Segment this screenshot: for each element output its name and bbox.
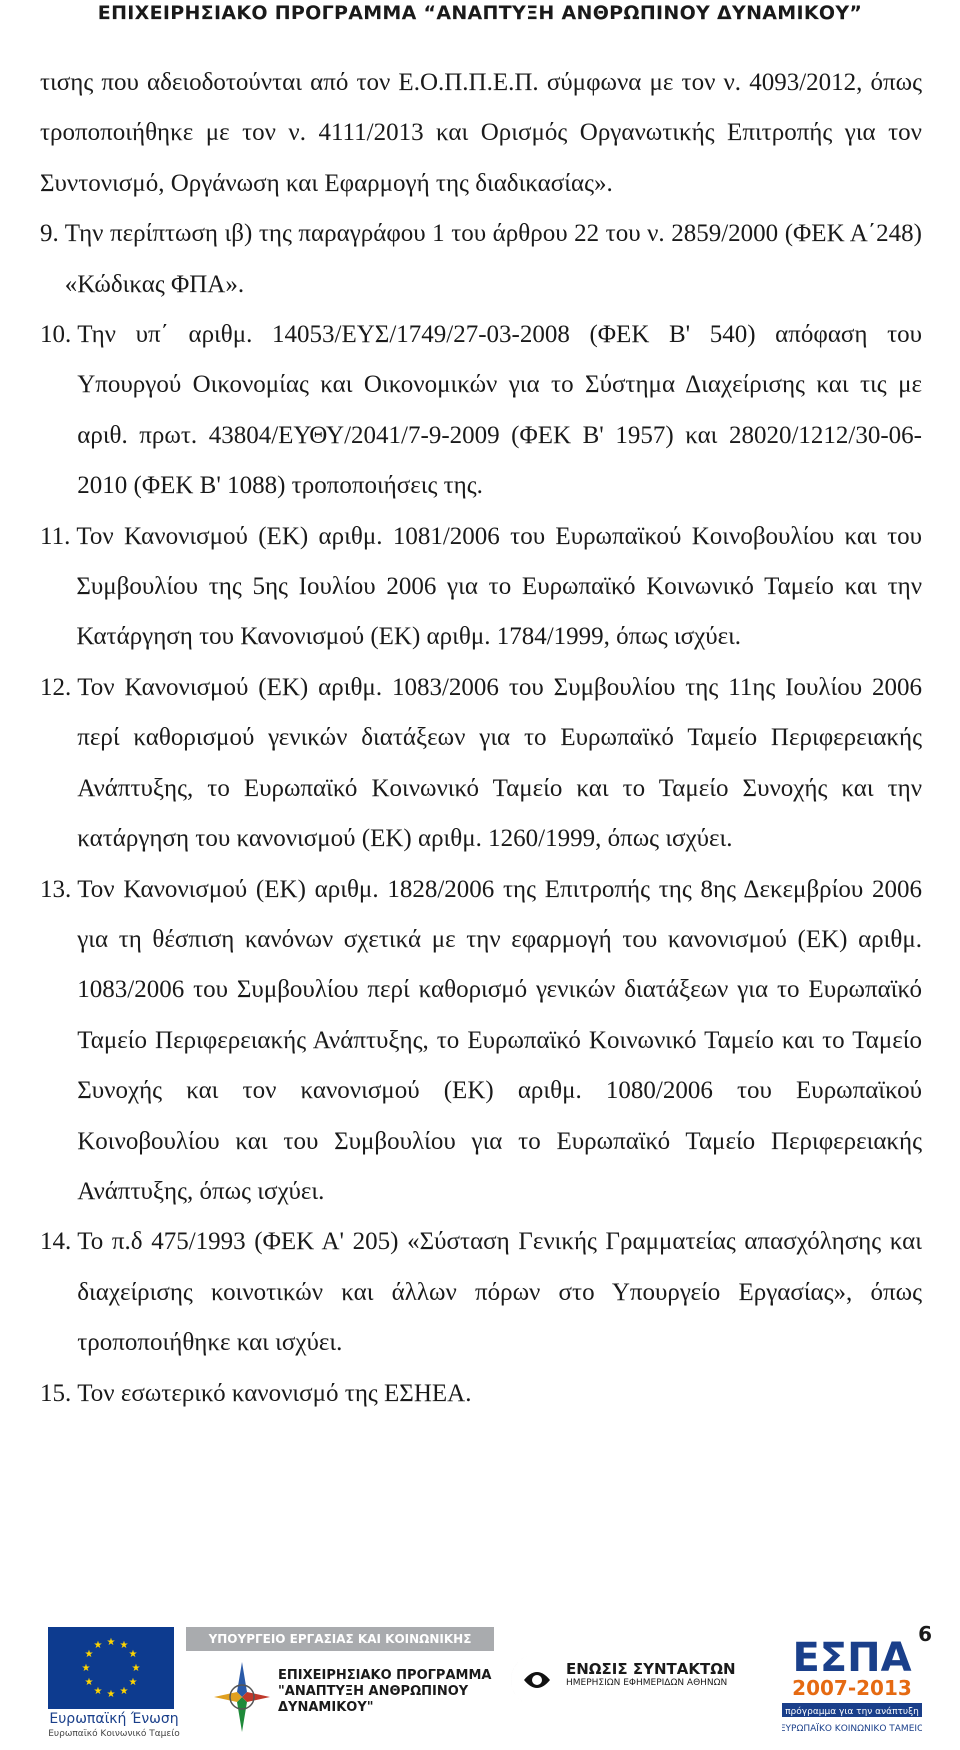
svg-text:★: ★ [119, 1686, 129, 1697]
ministry-label: ΥΠΟΥΡΓΕΙΟ ΕΡΓΑΣΙΑΣ ΚΑΙ ΚΟΙΝΩΝΙΚΗΣ ΑΣΦΑΛΙΣΗΣ [208, 1632, 472, 1670]
item-text: Τον Κανονισμού (ΕΚ) αριθμ. 1081/2006 του Ευρωπαϊκού Κοινοβουλίου και του Συμβουλίου της 5ης Ιουλίου 2006 για το Ευρωπαϊκό Κοινωνικό Ταμείο και την Κατάργηση του Κανονισμού (ΕΚ) αριθμ. 1784/1999, όπως ισχύει. [76, 522, 922, 651]
list-item [40, 1369, 922, 1419]
list-item [40, 512, 922, 663]
svg-text:★: ★ [128, 1677, 138, 1688]
header-title: ΕΠΙΧΕΙΡΗΣΙΑΚΟ ΠΡΟΓΡΑΜΜΑ “ΑΝΑΠΤΥΞΗ ΑΝΘΡΩΠΙΝΟΥ ΔΥΝΑΜΙΚΟΥ” [97, 2, 863, 24]
union-logo-text [566, 1660, 756, 1689]
svg-text:★: ★ [81, 1663, 91, 1674]
eu-stars-icon [48, 1627, 174, 1709]
list-item [40, 663, 922, 865]
svg-text:★: ★ [128, 1649, 138, 1660]
eu-caption [44, 1712, 184, 1742]
union-name: ΕΝΩΣΙΣ ΣΥΝΤΑΚΤΩΝ [566, 1660, 736, 1678]
item-number: 15. [40, 1379, 72, 1407]
svg-text:★: ★ [131, 1663, 141, 1674]
eu-flag-logo [48, 1627, 174, 1709]
continuation-paragraph: τισης που αδειοδοτούνται από τον Ε.Ο.Π.Π.Ε.Π. σύμφωνα με τον ν. 4093/2012, όπως τροποποιήθηκε με τον ν. 4111/2013 και Ορισμός Οργανωτικής Επιτροπής για τον Συντονισμό, Οργάνωση και Εφαρμογή της διαδικασίας». [40, 69, 922, 197]
item-text: Την υπ΄ αριθμ. 14053/ΕΥΣ/1749/27-03-2008 (ΦΕΚ Β' 540) απόφαση του Υπουργού Οικονομίας και Οικονομικών για το Σύστημα Διαχείρισης και τις με αριθ. πρωτ. 43804/ΕΥΘΥ/2041/7-9-2009 (ΦΕΚ Β' 1957) και 28020/1212/30-06-2010 (ΦΕΚ Β' 1088) τροποποιήσεις της. [77, 321, 922, 500]
espa-logo [782, 1627, 922, 1737]
svg-text:★: ★ [106, 1637, 116, 1648]
espa-title: ΕΣΠΑ [792, 1635, 912, 1681]
programme-logo-text [278, 1668, 498, 1716]
item-text: Τον Κανονισμού (ΕΚ) αριθμ. 1828/2006 της Επιτροπής της 8ης Δεκεμβρίου 2006 για τη θέσπιση κανόνων σχετικά με την εφαρμογή του κανονισμού (ΕΚ) αριθμ. 1083/2006 του Συμβουλίου περί καθορισμό γενικών διατάξεων για το Ευρωπαϊκό Ταμείο Περιφερειακής Ανάπτυξης, το Ευρωπαϊκό Κοινωνικό Ταμείο και το Ταμείο Συνοχής και τον κανονισμού (ΕΚ) αριθμ. 1080/2006 του Ευρωπαϊκού Κοινοβουλίου και του Συμβουλίου για το Ευρωπαϊκό Ταμείο Περιφερειακής Ανάπτυξης, όπως ισχύει. [77, 875, 922, 1205]
eu-caption-line1: Ευρωπαϊκή Ένωση [49, 1711, 179, 1727]
item-text: Τον εσωτερικό κανονισμό της ΕΣΗΕΑ. [77, 1379, 472, 1407]
document-body [40, 58, 922, 1419]
item-number: 10. [40, 321, 72, 349]
svg-text:★: ★ [106, 1689, 116, 1700]
union-emblem-icon [510, 1650, 564, 1710]
svg-text:★: ★ [84, 1649, 94, 1660]
list-item [40, 209, 922, 310]
item-number: 12. [40, 673, 72, 701]
programme-line1: ΕΠΙΧΕΙΡΗΣΙΑΚΟ ΠΡΟΓΡΑΜΜΑ [278, 1668, 492, 1683]
svg-text:★: ★ [93, 1640, 103, 1651]
item-number: 11. [40, 522, 71, 550]
programme-line2: "ΑΝΑΠΤΥΞΗ ΑΝΘΡΩΠΙΝΟΥ ΔΥΝΑΜΙΚΟΥ" [278, 1684, 469, 1715]
list-item [40, 310, 922, 512]
item-number: 13. [40, 875, 72, 903]
list-item [40, 865, 922, 1218]
page-number: 6 [918, 1622, 932, 1646]
compass-rose-icon [212, 1657, 272, 1737]
espa-years: 2007-2013 [792, 1676, 912, 1700]
ministry-banner [186, 1627, 494, 1670]
item-text: Τον Κανονισμού (ΕΚ) αριθμ. 1083/2006 του Συμβουλίου της 11ης Ιουλίου 2006 περί καθορισμού γενικών διατάξεων για το Ευρωπαϊκό Ταμείο Περιφερειακής Ανάπτυξης, το Ευρωπαϊκό Κοινωνικό Ταμείο και το Ταμείο Συνοχής και την κατάργηση του κανονισμού (ΕΚ) αριθμ. 1260/1999, όπως ισχύει. [77, 673, 922, 853]
item-text: Το π.δ 475/1993 (ΦΕΚ Α' 205) «Σύσταση Γενικής Γραμματείας απασχόλησης και διαχείρισης κοινοτικών και άλλων πόρων στο Υπουργείο Εργασίας», όπως τροποποιήθηκε και ισχύει. [77, 1228, 922, 1357]
espa-tagline: πρόγραμμα για την ανάπτυξη [785, 1707, 919, 1717]
list-item [40, 1217, 922, 1368]
svg-text:★: ★ [93, 1686, 103, 1697]
union-subtitle: ΗΜΕΡΗΣΙΩΝ ΕΦΗΜΕΡΙΔΩΝ ΑΘΗΝΩΝ [566, 1678, 728, 1688]
svg-text:★: ★ [119, 1640, 129, 1651]
svg-text:★: ★ [84, 1677, 94, 1688]
running-header [0, 0, 960, 30]
espa-fund: ΕΥΡΩΠΑΪΚΟ ΚΟΙΝΩΝΙΚΟ ΤΑΜΕΙΟ [782, 1724, 922, 1734]
item-number: 9. [40, 220, 59, 248]
item-text: Την περίπτωση ιβ) της παραγράφου 1 του άρθρου 22 του ν. 2859/2000 (ΦΕΚ Α΄248) «Κώδικας ΦΠΑ». [64, 220, 922, 298]
eu-caption-line2: Ευρωπαϊκό Κοινωνικό Ταμείο [48, 1729, 180, 1739]
item-number: 14. [40, 1228, 72, 1256]
